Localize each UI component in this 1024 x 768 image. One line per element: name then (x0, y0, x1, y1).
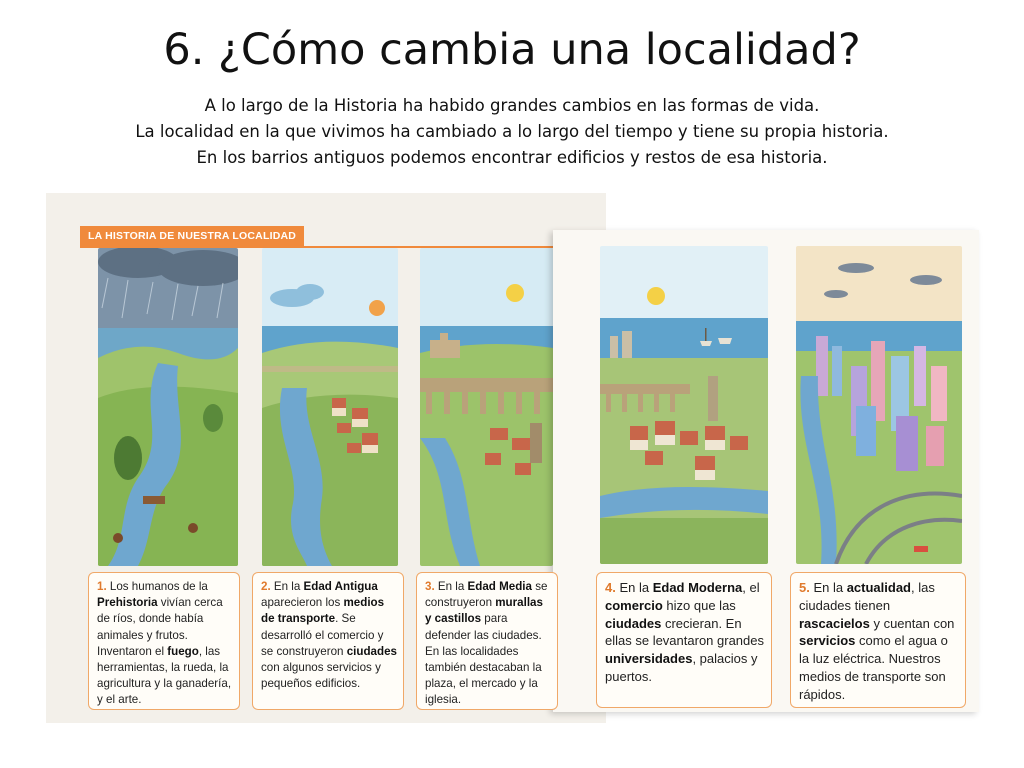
slide-title: 6. ¿Cómo cambia una localidad? (163, 25, 861, 75)
caption-keyword: universidades (605, 651, 693, 667)
caption-keyword: Edad Moderna (652, 580, 743, 595)
caption-keyword: Edad Media (467, 580, 532, 593)
caption-keyword: actualidad (846, 580, 911, 595)
caption-text: y cuentan con (869, 615, 955, 631)
caption-number: 5. (799, 580, 810, 595)
caption-number: 4. (605, 580, 616, 595)
caption-keyword: Prehistoria (97, 596, 158, 610)
caption-text: En la (809, 580, 847, 595)
caption-text: crecieran. En ellas se levantaron grandes (605, 615, 764, 649)
caption-modern-age (596, 572, 772, 708)
caption-text: se construyeron (425, 580, 548, 610)
caption-keyword: medios de transporte (261, 596, 385, 626)
caption-number: 2. (261, 580, 271, 593)
illustration-ancient-age (262, 248, 398, 566)
caption-text: En la (270, 580, 304, 593)
caption-text: vivían cerca de ríos, donde había animales y frutos. Inventaron el (97, 596, 223, 658)
caption-text: hizo que las (662, 597, 736, 613)
illustration-middle-ages (420, 248, 553, 566)
caption-text: . Se desarrolló el comercio y se construyeron (261, 612, 384, 658)
caption-keyword: comercio (605, 597, 663, 613)
caption-text: como el agua o la luz eléctrica. Nuestros medios de transporte son rápidos. (799, 633, 948, 702)
caption-number: 1. (97, 580, 107, 593)
caption-keyword: rascacielos (799, 615, 870, 631)
caption-text: con algunos servicios y pequeños edificios. (261, 661, 381, 691)
section-label: LA HISTORIA DE NUESTRA LOCALIDAD (80, 226, 304, 246)
caption-present-day (790, 572, 966, 708)
illustration-modern-age (600, 246, 768, 564)
caption-keyword: ciudades (346, 644, 397, 658)
caption-text: En la (434, 580, 468, 593)
subtitle-line-1: A lo largo de la Historia ha habido grandes cambios en las formas de vida. (204, 96, 820, 115)
caption-middle-ages (416, 572, 558, 710)
slide-subtitle (0, 93, 1024, 171)
caption-text: En la (615, 580, 653, 595)
caption-text: Los humanos de la (106, 580, 208, 593)
caption-keyword: fuego (167, 644, 199, 658)
illustration-prehistory (98, 248, 238, 566)
subtitle-line-2: La localidad en la que vivimos ha cambiado a lo largo del tiempo y tiene su propia historia. (135, 122, 889, 141)
caption-text: para defender las ciudades. En las localidades también destacaban la plaza, el mercado y la iglesia. (425, 612, 542, 707)
caption-keyword: ciudades (605, 615, 662, 631)
caption-keyword: Edad Antigua (303, 580, 378, 593)
caption-keyword: servicios (799, 633, 856, 649)
caption-prehistory (88, 572, 240, 710)
subtitle-line-3: En los barrios antiguos podemos encontrar edificios y restos de esa historia. (196, 148, 828, 167)
caption-text: , palacios y puertos. (605, 651, 758, 684)
caption-text: aparecieron los (261, 596, 344, 610)
caption-text: , las ciudades tienen (799, 580, 935, 613)
caption-text: , las herramientas, la rueda, la agricultura y la ganadería, y el arte. (97, 644, 232, 707)
caption-ancient-age (252, 572, 404, 710)
caption-keyword: murallas y castillos (425, 596, 543, 626)
caption-number: 3. (425, 580, 435, 593)
illustration-present-day (796, 246, 962, 564)
caption-text: , el (742, 580, 760, 595)
